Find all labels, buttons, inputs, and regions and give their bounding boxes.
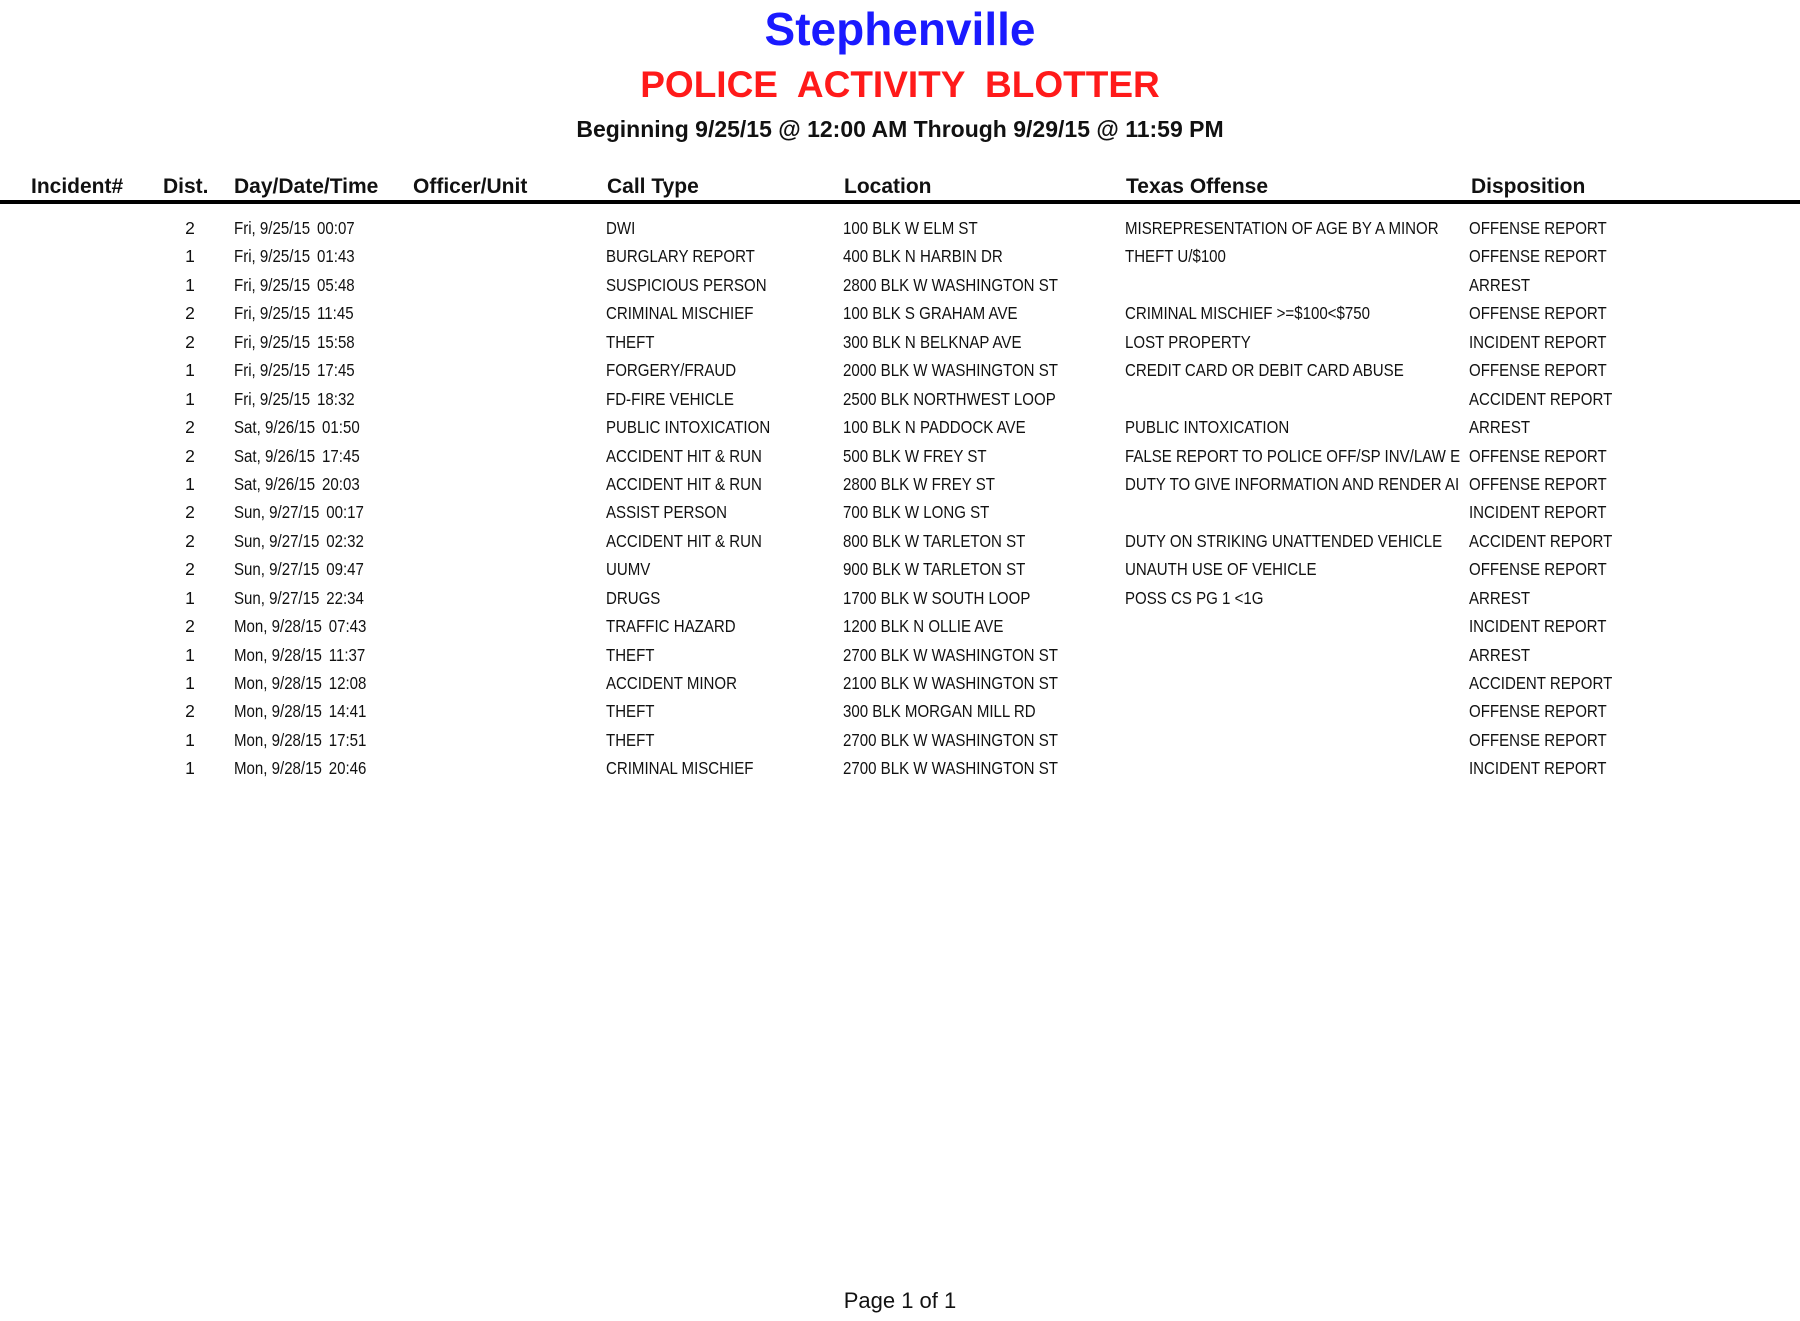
blotter-title: POLICE ACTIVITY BLOTTER <box>640 64 1160 105</box>
cell-date: Fri, 9/25/15 <box>234 303 311 324</box>
table-row <box>0 527 1800 555</box>
cell-datetime <box>234 385 372 413</box>
table-row <box>0 442 1800 470</box>
column-header-disposition: Disposition <box>1471 175 1586 198</box>
cell-time: 01:50 <box>322 417 360 438</box>
cell-datetime <box>234 356 372 384</box>
cell-call-type: FORGERY/FRAUD <box>606 360 737 381</box>
cell-datetime <box>234 470 372 498</box>
cell-disposition: OFFENSE REPORT <box>1469 473 1607 494</box>
cell-datetime <box>234 612 372 640</box>
table-row <box>0 214 1800 242</box>
cell-dist: 1 <box>185 473 195 494</box>
cell-offense: POSS CS PG 1 <1G <box>1125 587 1264 608</box>
cell-call-type: THEFT <box>606 729 655 750</box>
cell-location: 700 BLK W LONG ST <box>843 502 990 523</box>
column-header-dist: Dist. <box>163 175 209 198</box>
cell-location: 2700 BLK W WASHINGTON ST <box>843 758 1058 779</box>
cell-location: 2700 BLK W WASHINGTON ST <box>843 729 1058 750</box>
cell-offense: CREDIT CARD OR DEBIT CARD ABUSE <box>1125 360 1404 381</box>
table-row <box>0 470 1800 498</box>
cell-disposition: OFFENSE REPORT <box>1469 701 1607 722</box>
cell-disposition: ARREST <box>1469 274 1531 295</box>
cell-dist: 1 <box>185 360 195 381</box>
cell-datetime <box>234 271 372 299</box>
column-header-call-type: Call Type <box>607 175 699 198</box>
cell-call-type: ACCIDENT HIT & RUN <box>606 445 762 466</box>
cell-time: 07:43 <box>328 616 367 637</box>
cell-location: 2800 BLK W WASHINGTON ST <box>843 274 1058 295</box>
cell-location: 1200 BLK N OLLIE AVE <box>843 616 1004 637</box>
cell-dist: 1 <box>185 274 195 295</box>
cell-offense: UNAUTH USE OF VEHICLE <box>1125 559 1317 580</box>
column-header-row <box>0 172 1800 202</box>
cell-time: 09:47 <box>326 559 364 580</box>
column-header-location: Location <box>844 175 932 198</box>
cell-disposition: OFFENSE REPORT <box>1469 729 1607 750</box>
cell-date: Sun, 9/27/15 <box>234 530 320 551</box>
table-row <box>0 612 1800 640</box>
cell-call-type: ASSIST PERSON <box>606 502 728 523</box>
cell-date: Sat, 9/26/15 <box>234 473 316 494</box>
cell-call-type: THEFT <box>606 331 655 352</box>
cell-dist: 1 <box>185 644 195 665</box>
table-row <box>0 328 1800 356</box>
cell-time: 02:32 <box>326 530 364 551</box>
cell-date: Sun, 9/27/15 <box>234 587 320 608</box>
table-row <box>0 669 1800 697</box>
cell-call-type: ACCIDENT HIT & RUN <box>606 473 762 494</box>
cell-date: Mon, 9/28/15 <box>234 673 322 693</box>
cell-dist: 2 <box>185 303 195 324</box>
cell-location: 100 BLK W ELM ST <box>843 218 978 238</box>
cell-time: 01:43 <box>317 246 355 267</box>
cell-location: 2700 BLK W WASHINGTON ST <box>843 644 1058 665</box>
cell-time: 22:34 <box>326 587 364 608</box>
cell-time: 20:03 <box>322 473 360 494</box>
cell-call-type: THEFT <box>606 701 655 722</box>
cell-datetime <box>234 299 372 327</box>
column-header-datetime: Day/Date/Time <box>234 175 379 198</box>
cell-location: 300 BLK MORGAN MILL RD <box>843 701 1036 722</box>
cell-offense: FALSE REPORT TO POLICE OFF/SP INV/LAW E <box>1125 445 1461 466</box>
cell-time: 12:08 <box>328 673 367 693</box>
cell-call-type: UUMV <box>606 559 651 580</box>
cell-location: 500 BLK W FREY ST <box>843 445 987 466</box>
cell-time: 15:58 <box>317 331 355 352</box>
cell-dist: 1 <box>185 758 195 779</box>
cell-disposition: OFFENSE REPORT <box>1469 445 1607 466</box>
cell-date: Fri, 9/25/15 <box>234 246 311 267</box>
cell-date: Mon, 9/28/15 <box>234 616 322 637</box>
cell-disposition: ACCIDENT REPORT <box>1469 388 1613 409</box>
table-row <box>0 299 1800 327</box>
cell-disposition: ACCIDENT REPORT <box>1469 530 1613 551</box>
cell-call-type: CRIMINAL MISCHIEF <box>606 303 754 324</box>
cell-call-type: TRAFFIC HAZARD <box>606 616 736 637</box>
cell-datetime <box>234 214 372 242</box>
table-row <box>0 242 1800 270</box>
table-row <box>0 641 1800 669</box>
cell-offense: DUTY ON STRIKING UNATTENDED VEHICLE <box>1125 530 1443 551</box>
table-row <box>0 356 1800 384</box>
cell-disposition: OFFENSE REPORT <box>1469 246 1607 267</box>
table-row <box>0 697 1800 725</box>
cell-date: Fri, 9/25/15 <box>234 360 311 381</box>
cell-date: Mon, 9/28/15 <box>234 729 322 750</box>
cell-time: 17:45 <box>317 360 355 381</box>
cell-dist: 2 <box>185 530 195 551</box>
cell-location: 2000 BLK W WASHINGTON ST <box>843 360 1058 381</box>
cell-time: 05:48 <box>317 274 355 295</box>
cell-date: Sun, 9/27/15 <box>234 559 320 580</box>
date-range: Beginning 9/25/15 @ 12:00 AM Through 9/29/15 @ 11:59 PM <box>576 116 1224 142</box>
cell-time: 20:46 <box>328 758 367 779</box>
cell-location: 100 BLK N PADDOCK AVE <box>843 417 1026 438</box>
table-row <box>0 726 1800 754</box>
cell-time: 11:37 <box>328 644 366 665</box>
table-row <box>0 754 1800 782</box>
table-row <box>0 413 1800 441</box>
cell-disposition: INCIDENT REPORT <box>1469 616 1607 637</box>
cell-disposition: ARREST <box>1469 417 1531 438</box>
cell-datetime <box>234 442 372 470</box>
cell-date: Fri, 9/25/15 <box>234 388 311 409</box>
page-number: Page 1 of 1 <box>843 1288 957 1313</box>
cell-location: 800 BLK W TARLETON ST <box>843 530 1026 551</box>
cell-call-type: PUBLIC INTOXICATION <box>606 417 771 438</box>
cell-datetime <box>234 555 372 583</box>
cell-call-type: THEFT <box>606 644 655 665</box>
cell-date: Sat, 9/26/15 <box>234 417 316 438</box>
cell-dist: 1 <box>185 246 195 267</box>
cell-disposition: INCIDENT REPORT <box>1469 331 1607 352</box>
cell-date: Sat, 9/26/15 <box>234 445 316 466</box>
cell-datetime <box>234 641 372 669</box>
cell-location: 2100 BLK W WASHINGTON ST <box>843 673 1058 693</box>
cell-dist: 2 <box>185 616 195 637</box>
cell-datetime <box>234 242 372 270</box>
blotter-table-body <box>0 214 1800 783</box>
cell-datetime <box>234 669 372 697</box>
cell-call-type: ACCIDENT HIT & RUN <box>606 530 762 551</box>
cell-offense: DUTY TO GIVE INFORMATION AND RENDER AI <box>1125 473 1460 494</box>
cell-call-type: BURGLARY REPORT <box>606 246 755 267</box>
column-header-officer: Officer/Unit <box>413 175 528 198</box>
cell-date: Mon, 9/28/15 <box>234 758 322 779</box>
cell-date: Sun, 9/27/15 <box>234 502 320 523</box>
cell-disposition: ARREST <box>1469 644 1531 665</box>
cell-location: 1700 BLK W SOUTH LOOP <box>843 587 1031 608</box>
cell-time: 14:41 <box>328 701 367 722</box>
cell-offense: MISREPRESENTATION OF AGE BY A MINOR <box>1125 218 1439 238</box>
cell-dist: 1 <box>185 673 195 693</box>
cell-datetime <box>234 726 372 754</box>
table-row <box>0 555 1800 583</box>
header-divider <box>0 200 1800 204</box>
cell-call-type: DRUGS <box>606 587 661 608</box>
cell-dist: 1 <box>185 729 195 750</box>
cell-offense: CRIMINAL MISCHIEF >=$100<$750 <box>1125 303 1370 324</box>
table-row <box>0 271 1800 299</box>
cell-date: Mon, 9/28/15 <box>234 701 322 722</box>
cell-time: 00:07 <box>317 218 355 238</box>
cell-offense: PUBLIC INTOXICATION <box>1125 417 1290 438</box>
cell-offense: LOST PROPERTY <box>1125 331 1251 352</box>
cell-date: Fri, 9/25/15 <box>234 331 311 352</box>
cell-disposition: INCIDENT REPORT <box>1469 758 1607 779</box>
cell-time: 00:17 <box>326 502 364 523</box>
cell-location: 900 BLK W TARLETON ST <box>843 559 1026 580</box>
cell-date: Mon, 9/28/15 <box>234 644 322 665</box>
cell-dist: 2 <box>185 417 195 438</box>
cell-time: 17:51 <box>328 729 367 750</box>
cell-disposition: OFFENSE REPORT <box>1469 303 1607 324</box>
column-header-offense: Texas Offense <box>1126 175 1269 198</box>
cell-disposition: ARREST <box>1469 587 1531 608</box>
cell-call-type: DWI <box>606 218 636 238</box>
cell-location: 100 BLK S GRAHAM AVE <box>843 303 1018 324</box>
cell-dist: 2 <box>185 701 195 722</box>
cell-location: 300 BLK N BELKNAP AVE <box>843 331 1022 352</box>
cell-disposition: OFFENSE REPORT <box>1469 559 1607 580</box>
cell-datetime <box>234 498 372 526</box>
column-header-incident: Incident# <box>31 175 124 198</box>
cell-offense: THEFT U/$100 <box>1125 246 1226 267</box>
cell-date: Fri, 9/25/15 <box>234 274 311 295</box>
cell-disposition: ACCIDENT REPORT <box>1469 673 1613 693</box>
cell-datetime <box>234 584 372 612</box>
cell-dist: 1 <box>185 388 195 409</box>
cell-dist: 2 <box>185 502 195 523</box>
cell-dist: 2 <box>185 445 195 466</box>
cell-time: 11:45 <box>317 303 354 324</box>
cell-location: 400 BLK N HARBIN DR <box>843 246 1003 267</box>
cell-disposition: OFFENSE REPORT <box>1469 218 1607 238</box>
cell-datetime <box>234 328 372 356</box>
cell-time: 17:45 <box>322 445 360 466</box>
cell-location: 2800 BLK W FREY ST <box>843 473 995 494</box>
cell-disposition: INCIDENT REPORT <box>1469 502 1607 523</box>
cell-call-type: ACCIDENT MINOR <box>606 673 738 693</box>
cell-date: Fri, 9/25/15 <box>234 218 311 238</box>
cell-dist: 1 <box>185 587 195 608</box>
cell-datetime <box>234 413 372 441</box>
table-row <box>0 498 1800 526</box>
table-row <box>0 385 1800 413</box>
cell-call-type: CRIMINAL MISCHIEF <box>606 758 754 779</box>
cell-time: 18:32 <box>317 388 355 409</box>
cell-dist: 2 <box>185 331 195 352</box>
cell-dist: 2 <box>185 218 195 238</box>
cell-disposition: OFFENSE REPORT <box>1469 360 1607 381</box>
cell-call-type: SUSPICIOUS PERSON <box>606 274 767 295</box>
cell-location: 2500 BLK NORTHWEST LOOP <box>843 388 1056 409</box>
cell-dist: 2 <box>185 559 195 580</box>
cell-datetime <box>234 754 372 782</box>
cell-datetime <box>234 527 372 555</box>
cell-call-type: FD-FIRE VEHICLE <box>606 388 734 409</box>
cell-datetime <box>234 697 372 725</box>
table-row <box>0 584 1800 612</box>
city-title: Stephenville <box>764 3 1036 55</box>
